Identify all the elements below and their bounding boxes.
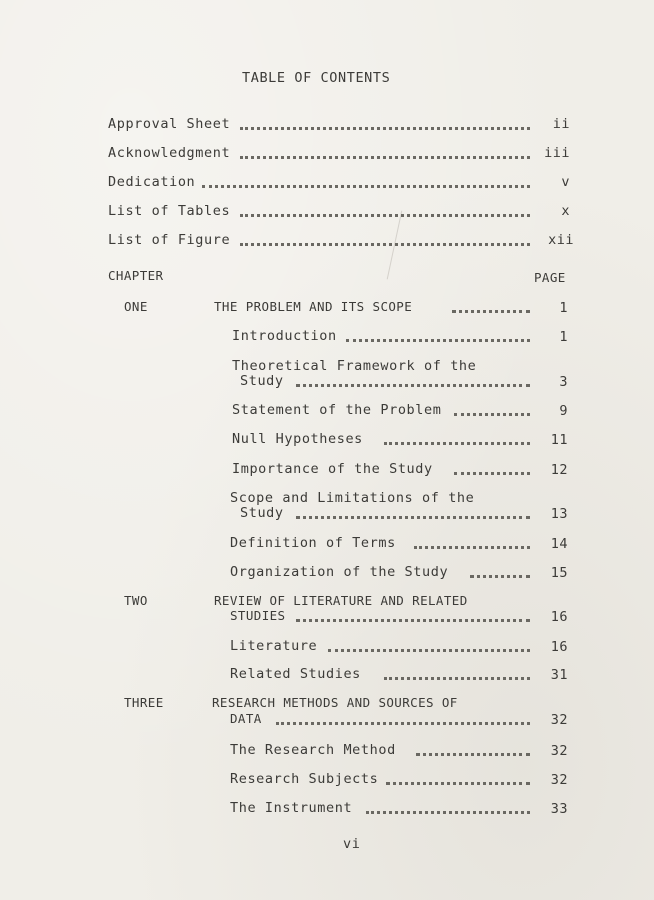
toc-page: 11 — [550, 432, 568, 448]
toc-section: Statement of the Problem — [232, 402, 442, 418]
chapter-title-cont: DATA — [230, 711, 262, 726]
page-header: PAGE — [534, 270, 566, 285]
leader-dots — [276, 722, 530, 725]
leader-dots — [470, 575, 530, 578]
toc-entry-dedication: Dedication — [108, 174, 196, 190]
toc-section: The Instrument — [230, 800, 353, 816]
toc-page: 14 — [550, 536, 568, 552]
toc-page: 9 — [559, 403, 568, 419]
leader-dots — [328, 649, 530, 652]
toc-page: 1 — [559, 300, 568, 316]
leader-dots — [452, 310, 530, 313]
toc-page: xii — [548, 232, 574, 248]
leader-dots — [240, 243, 530, 246]
chapter-number: ONE — [124, 299, 148, 314]
chapter-title: RESEARCH METHODS AND SOURCES OF — [212, 695, 458, 710]
leader-dots — [240, 214, 530, 217]
leader-dots — [296, 384, 530, 387]
toc-page: v — [561, 174, 570, 190]
leader-dots — [296, 619, 530, 622]
toc-section: Theoretical Framework of the — [232, 358, 477, 374]
chapter-header: CHAPTER — [108, 268, 164, 283]
toc-section: Related Studies — [230, 666, 361, 682]
toc-entry-list-of-figure: List of Figure — [108, 232, 231, 248]
toc-page: 33 — [550, 801, 568, 817]
toc-section-cont: Study — [240, 505, 284, 521]
toc-section: Introduction — [232, 328, 337, 344]
toc-section: Organization of the Study — [230, 564, 449, 580]
chapter-title-cont: STUDIES — [230, 608, 286, 623]
toc-title: TABLE OF CONTENTS — [242, 70, 391, 86]
toc-page: 32 — [550, 712, 568, 728]
toc-page: 16 — [550, 609, 568, 625]
leader-dots — [240, 156, 530, 159]
toc-entry-acknowledgment: Acknowledgment — [108, 145, 231, 161]
leader-dots — [414, 546, 530, 549]
leader-dots — [202, 185, 530, 188]
toc-entry-list-of-tables: List of Tables — [108, 203, 231, 219]
toc-entry-approval-sheet: Approval Sheet — [108, 116, 231, 132]
leader-dots — [240, 127, 530, 130]
leader-dots — [366, 811, 530, 814]
toc-page: 32 — [550, 743, 568, 759]
toc-section: Definition of Terms — [230, 535, 396, 551]
toc-section: Importance of the Study — [232, 461, 433, 477]
toc-section: Scope and Limitations of the — [230, 490, 475, 506]
toc-page: 13 — [550, 506, 568, 522]
toc-section: Null Hypotheses — [232, 431, 363, 447]
leader-dots — [384, 442, 530, 445]
toc-page: ii — [552, 116, 570, 132]
chapter-number: THREE — [124, 695, 164, 710]
leader-dots — [454, 472, 530, 475]
toc-page: 15 — [550, 565, 568, 581]
leader-dots — [384, 677, 530, 680]
leader-dots — [346, 339, 530, 342]
toc-page: x — [561, 203, 570, 219]
toc-page: 16 — [550, 639, 568, 655]
toc-page: 32 — [550, 772, 568, 788]
toc-section-cont: Study — [240, 373, 284, 389]
chapter-title: THE PROBLEM AND ITS SCOPE — [214, 299, 413, 314]
toc-page: iii — [544, 145, 570, 161]
leader-dots — [454, 413, 530, 416]
leader-dots — [416, 753, 530, 756]
toc-section: Literature — [230, 638, 318, 654]
page-number: vi — [343, 836, 361, 852]
toc-page: 3 — [559, 374, 568, 390]
chapter-number: TWO — [124, 593, 148, 608]
leader-dots — [296, 516, 530, 519]
toc-page: 1 — [559, 329, 568, 345]
toc-section: Research Subjects — [230, 771, 379, 787]
chapter-title: REVIEW OF LITERATURE AND RELATED — [214, 593, 468, 608]
toc-section: The Research Method — [230, 742, 396, 758]
toc-page: 31 — [550, 667, 568, 683]
leader-dots — [386, 782, 530, 785]
toc-page: 12 — [550, 462, 568, 478]
